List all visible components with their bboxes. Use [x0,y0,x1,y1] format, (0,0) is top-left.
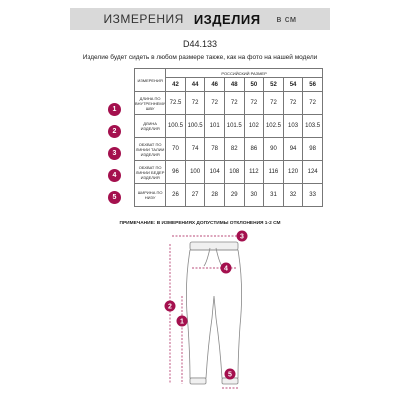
size-header: 42 [166,78,186,92]
marker-4 [221,263,232,274]
fit-note: Изделие будет сидеть в любом размере также, как на фото на нашей модели [82,54,318,61]
table-cell: 78 [205,138,225,161]
table-cell: 96 [166,161,186,184]
table-cell: 90 [264,138,284,161]
size-header: 50 [244,78,264,92]
table-cell: 74 [185,138,205,161]
marker-5 [225,369,236,380]
waistband [190,242,238,250]
pants-measurement-diagram [150,226,260,396]
table-cell: 72 [185,92,205,115]
size-header: 54 [283,78,303,92]
row-marker-3: 3 [108,147,121,160]
table-cell: 103 [283,115,303,138]
table-row [135,184,323,207]
table-row [135,92,323,115]
size-header: 56 [303,78,323,92]
measure-header: ИЗМЕРЕНИЯ [135,69,166,92]
left-cuff [190,378,206,384]
row-label: ШИРИНА ПО НИЗУ [135,184,166,207]
table-cell: 102.5 [264,115,284,138]
pants-body [186,250,241,378]
table-cell: 72 [205,92,225,115]
table-row [135,161,323,184]
table-cell: 32 [283,184,303,207]
article-number: D44.133 [182,39,218,49]
table-cell: 100.5 [185,115,205,138]
row-label: ДЛИНА ИЗДЕЛИЯ [135,115,166,138]
header-bar [70,8,330,30]
svg-text:5: 5 [228,371,232,379]
tolerance-note: ПРИМЕЧАНИЕ: В ИЗМЕРЕНИЯХ ДОПУСТИМЫ ОТКЛОНЕНИЯ 1-2 СМ [119,221,281,226]
row-label: ДЛИНА ПО ВНУТРЕННЕМУ ШВУ [135,92,166,115]
table-cell: 108 [224,161,244,184]
table-cell: 72 [283,92,303,115]
table-cell: 102 [244,115,264,138]
table-cell: 124 [303,161,323,184]
table-cell: 26 [166,184,186,207]
table-cell: 72 [303,92,323,115]
table-cell: 86 [244,138,264,161]
marker-1 [177,316,188,327]
pants-outline [186,242,241,384]
svg-text:2: 2 [168,303,172,311]
table-row [135,138,323,161]
svg-text:4: 4 [224,265,228,273]
marker-2 [165,301,176,312]
row-marker-1: 1 [108,103,121,116]
row-label: ОБХВАТ ПО ЛИНИИ ТАЛИИ ИЗДЕЛИЯ [135,138,166,161]
size-header: 44 [185,78,205,92]
table-cell: 30 [244,184,264,207]
table-cell: 112 [244,161,264,184]
table-cell: 72.5 [166,92,186,115]
table-cell: 29 [224,184,244,207]
svg-text:1: 1 [180,318,184,326]
row-marker-5: 5 [108,191,121,204]
table-cell: 72 [264,92,284,115]
size-header: 48 [224,78,244,92]
russian-size-label: РОССИЙСКИЙ РАЗМЕР [166,69,323,78]
drawstring [204,248,222,266]
table-cell: 101 [205,115,225,138]
table-cell: 116 [264,161,284,184]
table-cell: 104 [205,161,225,184]
size-table [134,68,323,207]
size-header: 46 [205,78,225,92]
table-cell: 100 [185,161,205,184]
header-word-product: ИЗДЕЛИЯ [193,11,261,27]
table-cell: 98 [303,138,323,161]
table-cell: 31 [264,184,284,207]
table-row [135,115,323,138]
table-cell: 103.5 [303,115,323,138]
table-cell: 120 [283,161,303,184]
table-cell: 94 [283,138,303,161]
table-cell: 72 [244,92,264,115]
svg-text:3: 3 [240,233,244,241]
table-cell: 70 [166,138,186,161]
row-marker-2: 2 [108,125,121,138]
row-label: ОБХВАТ ПО ЛИНИИ БЕДЕР ИЗДЕЛИЯ [135,161,166,184]
table-cell: 28 [205,184,225,207]
table-cell: 100.5 [166,115,186,138]
table-cell: 72 [224,92,244,115]
table-cell: 27 [185,184,205,207]
row-marker-4: 4 [108,169,121,182]
header-word-measurements: ИЗМЕРЕНИЯ [103,12,184,26]
table-cell: 82 [224,138,244,161]
header-unit: в см [276,14,297,24]
table-cell: 101.5 [224,115,244,138]
marker-3 [237,231,248,242]
size-header: 52 [264,78,284,92]
table-cell: 33 [303,184,323,207]
